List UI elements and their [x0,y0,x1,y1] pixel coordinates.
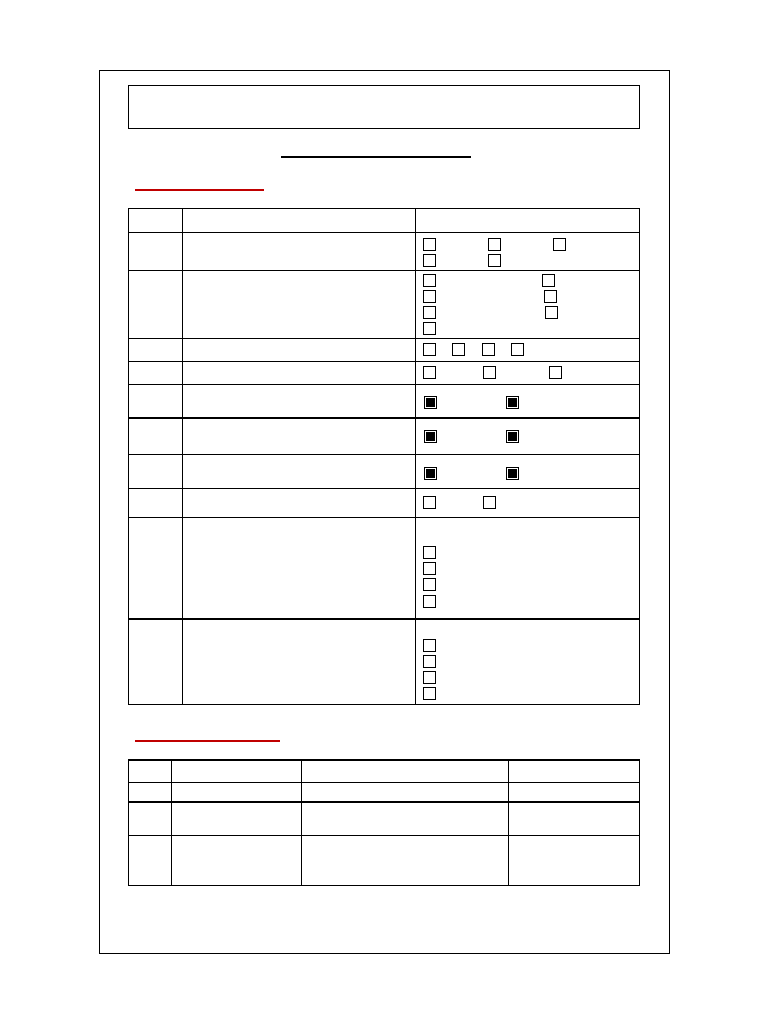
checkbox[interactable] [423,238,436,251]
checkbox[interactable] [423,343,436,356]
checkbox[interactable] [553,238,566,251]
checkbox[interactable] [423,322,436,335]
row-separator [128,517,640,518]
row-separator [128,338,640,339]
table-border-bottom [128,885,640,886]
row-separator [128,454,640,455]
checkbox[interactable] [423,496,436,509]
column-separator [508,759,509,886]
section1-heading-underline [135,189,264,191]
checkbox[interactable] [483,496,496,509]
checkbox[interactable] [423,274,436,287]
table-border-left [128,208,129,705]
header-box [128,85,640,129]
row-separator [128,361,640,362]
checkbox[interactable] [488,238,501,251]
table-border-top [128,208,640,209]
checkbox-checked[interactable] [506,430,519,443]
row-separator [128,384,640,385]
table-border-left [128,759,129,886]
checkbox[interactable] [423,366,436,379]
row-separator [128,488,640,489]
checkbox[interactable] [423,306,436,319]
checkbox-checked[interactable] [424,396,437,409]
checkbox-checked[interactable] [506,396,519,409]
checkbox[interactable] [423,595,436,608]
table-border-top [128,759,640,761]
row-separator [128,835,640,836]
checkbox[interactable] [542,274,555,287]
title-underline [281,156,471,158]
checkbox-checked[interactable] [424,430,437,443]
column-separator [415,208,416,705]
checkbox[interactable] [423,562,436,575]
row-separator [128,232,640,233]
checkbox[interactable] [423,546,436,559]
checkbox-checked[interactable] [506,467,519,480]
checkbox[interactable] [482,343,495,356]
checkbox[interactable] [423,639,436,652]
checkbox[interactable] [545,306,558,319]
checkbox[interactable] [488,254,501,267]
row-separator [128,270,640,271]
checkbox[interactable] [544,290,557,303]
checkbox-checked[interactable] [424,467,437,480]
checkbox[interactable] [423,290,436,303]
checkbox[interactable] [423,671,436,684]
table-border-right [639,208,640,705]
row-separator [128,618,640,620]
checkbox[interactable] [549,366,562,379]
checkbox[interactable] [423,687,436,700]
column-separator [301,759,302,886]
table-border-right [639,759,640,886]
checkbox[interactable] [423,578,436,591]
checkbox[interactable] [483,366,496,379]
row-separator [128,801,640,803]
column-separator [171,759,172,886]
checkbox[interactable] [423,655,436,668]
table-border-bottom [128,704,640,705]
row-separator [128,417,640,419]
checkbox[interactable] [511,343,524,356]
column-separator [182,208,183,705]
checkbox[interactable] [452,343,465,356]
checkbox[interactable] [423,254,436,267]
section2-heading-underline [135,740,280,742]
page-frame [99,70,670,954]
row-separator [128,782,640,783]
